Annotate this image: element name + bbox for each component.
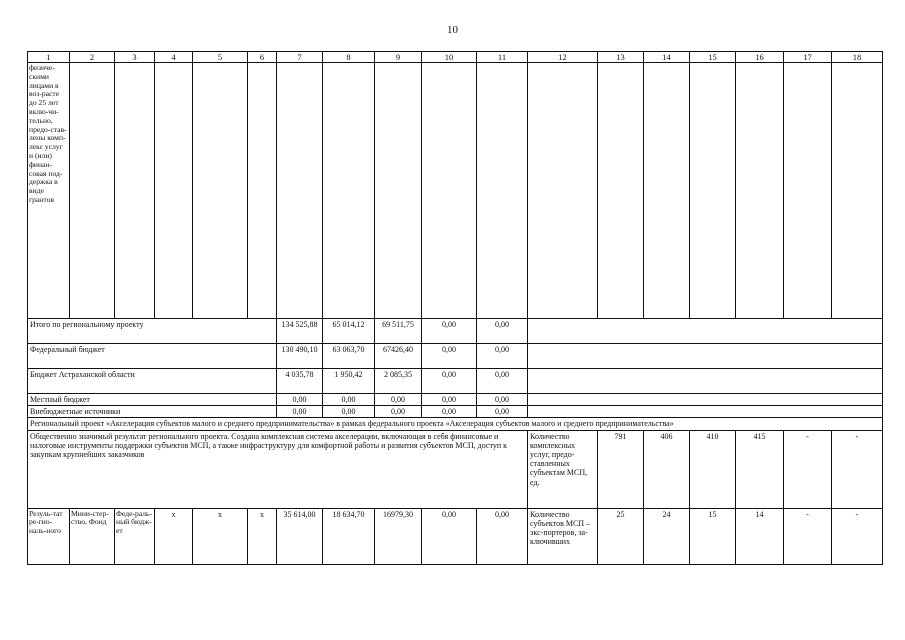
column-number: 13: [598, 52, 644, 63]
project-title-row: [28, 418, 883, 430]
total-row: [28, 319, 883, 344]
cell-value: 18 634,70: [323, 508, 375, 564]
cell-value: 0,00: [477, 508, 528, 564]
total-value: 0,00: [323, 394, 375, 406]
column-number: 14: [644, 52, 690, 63]
column-number: 5: [193, 52, 248, 63]
column-number-row: [28, 52, 883, 63]
total-value: 63 063,70: [323, 344, 375, 369]
total-value: 0,00: [477, 406, 528, 418]
indicator-value: 410: [690, 430, 736, 508]
indicator-value: 24: [644, 508, 690, 564]
federal-budget-row: [28, 344, 883, 369]
total-value: 65 014,12: [323, 319, 375, 344]
column-number: 11: [477, 52, 528, 63]
extrabudgetary-row: [28, 406, 883, 418]
budget-source: Феде-раль-ный бюдж-ет: [115, 508, 155, 564]
cell-value: х: [193, 508, 248, 564]
total-value: 69 511,75: [375, 319, 422, 344]
indicator-value: -: [784, 508, 832, 564]
indicator-value: 25: [598, 508, 644, 564]
total-value: 0,00: [422, 406, 477, 418]
total-label: Местный бюджет: [28, 394, 277, 406]
total-value: 0,00: [422, 344, 477, 369]
indicator-value: 415: [736, 430, 784, 508]
total-value: 0,00: [477, 369, 528, 394]
total-value: 0,00: [477, 394, 528, 406]
continued-row: [28, 63, 883, 319]
column-number: 6: [248, 52, 277, 63]
total-value: 0,00: [477, 344, 528, 369]
total-label: Итого по региональному проекту: [28, 319, 277, 344]
cell-value: х: [248, 508, 277, 564]
cell-value: 0,00: [422, 508, 477, 564]
column-number: 17: [784, 52, 832, 63]
total-value: 0,00: [323, 406, 375, 418]
column-number: 3: [115, 52, 155, 63]
result-description: Общественно значимый результат регионального проекта. Создана комплексная система акселерации, включающая в себя финансовые и налоговые инструменты поддержки субъектов МСП, а также инфраструктуру для комфортной работы и развития субъектов МСП, доступ к закупкам крупнейших заказчиков: [28, 430, 528, 508]
indicator-value: 15: [690, 508, 736, 564]
column-number: 12: [528, 52, 598, 63]
result-detail-row: [28, 508, 883, 564]
column-number: 8: [323, 52, 375, 63]
column-number: 15: [690, 52, 736, 63]
result-type: Резуль-тат ре-гио-наль-ного: [28, 508, 70, 564]
cell-value: 16979,30: [375, 508, 422, 564]
total-label: Внебюджетные источники: [28, 406, 277, 418]
column-number: 2: [70, 52, 115, 63]
column-number: 7: [277, 52, 323, 63]
local-budget-row: [28, 394, 883, 406]
indicator-value: 406: [644, 430, 690, 508]
result-indicator: Количество комплексных услуг, предо-ставленных субъектам МСП, ед.: [528, 430, 598, 508]
column-number: 10: [422, 52, 477, 63]
total-value: 0,00: [422, 319, 477, 344]
regional-project-table: [27, 51, 883, 565]
total-value: 2 085,35: [375, 369, 422, 394]
responsible-body: Мини-стер-ство, Фонд: [70, 508, 115, 564]
column-number: 9: [375, 52, 422, 63]
total-value: 0,00: [477, 319, 528, 344]
page-number: 10: [447, 24, 458, 36]
total-value: 0,00: [422, 369, 477, 394]
column-number: 18: [832, 52, 883, 63]
project-title: Региональный проект «Акселерация субъектов малого и среднего предпринимательства» в рамках федерального проекта «Акселерация субъектов малого и среднего предпринимательства»: [28, 418, 883, 430]
column-number: 4: [155, 52, 193, 63]
total-value: 130 490,10: [277, 344, 323, 369]
total-value: 67426,40: [375, 344, 422, 369]
indicator-value: 791: [598, 430, 644, 508]
indicator-value: 14: [736, 508, 784, 564]
total-value: 1 950,42: [323, 369, 375, 394]
indicator-value: -: [784, 430, 832, 508]
result-row: [28, 430, 883, 508]
total-value: 4 035,78: [277, 369, 323, 394]
continued-cell-text: физиче-скими лицами в воз-расте до 25 лет вклю-чи-тельно, предо-став-лены комп-лекс услуг и (или) финан-совая под-держка в виде грантов: [28, 63, 70, 319]
cell-value: х: [155, 508, 193, 564]
cell-value: 35 614,00: [277, 508, 323, 564]
total-value: 0,00: [375, 406, 422, 418]
column-number: 16: [736, 52, 784, 63]
regional-budget-row: [28, 369, 883, 394]
total-value: 134 525,88: [277, 319, 323, 344]
total-value: 0,00: [422, 394, 477, 406]
total-label: Бюджет Астраханской области: [28, 369, 277, 394]
total-label: Федеральный бюджет: [28, 344, 277, 369]
total-value: 0,00: [375, 394, 422, 406]
indicator-value: -: [832, 508, 883, 564]
column-number: 1: [28, 52, 70, 63]
result-indicator: Количество субъектов МСП – экс-портеров, за-ключивших: [528, 508, 598, 564]
total-value: 0,00: [277, 394, 323, 406]
indicator-value: -: [832, 430, 883, 508]
total-value: 0,00: [277, 406, 323, 418]
